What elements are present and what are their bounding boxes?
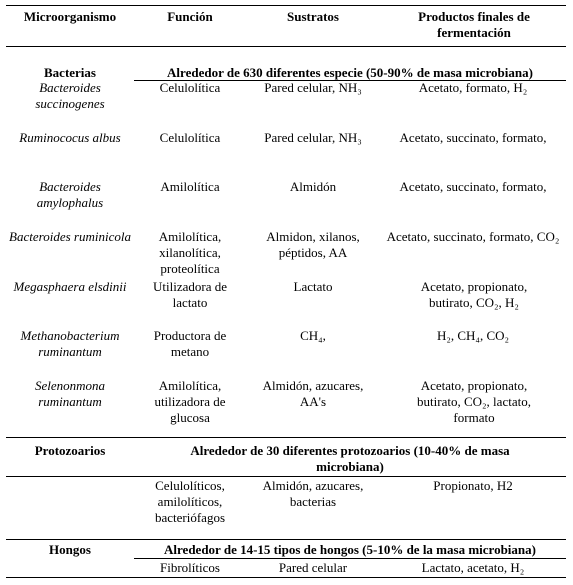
table-top-rule <box>6 5 566 6</box>
function-cell: Amilolítica <box>160 179 220 194</box>
header-bottom-rule <box>6 46 566 47</box>
function-cell: Celulolítica <box>159 130 221 145</box>
hongos-summary-rule <box>134 558 566 559</box>
substrates-cell: Pared celular <box>278 560 348 575</box>
group-summary-bacterias: Alrededor de 630 diferentes especie (50-90% de masa microbiana) <box>167 65 533 80</box>
substrates-cell: Almidón, azucares, AA's <box>262 378 364 409</box>
organism-cell: Megasphaera elsdinii <box>13 279 127 294</box>
table-bottom-rule <box>6 577 566 578</box>
organism-cell: Selenonmona ruminantum <box>34 378 106 409</box>
products-cell: Acetato, succinato, formato, <box>399 179 547 194</box>
group-summary-protozoarios: Alrededor de 30 diferentes protozoarios (10-40% de masa microbiana) <box>190 443 510 474</box>
function-cell: Amilolítica, utilizadora de glucosa <box>154 378 226 425</box>
products-cell: Acetato, succinato, formato, <box>399 130 547 145</box>
group-name-protozoarios: Protozoarios <box>34 443 106 458</box>
group-summary-hongos: Alrededor de 14-15 tipos de hongos (5-10% de la masa microbiana) <box>164 542 536 557</box>
products-cell: Acetato, succinato, formato, CO₂ <box>386 229 560 244</box>
header-microorganismo: Microorganismo <box>23 9 117 24</box>
header-sustratos: Sustratos <box>286 9 339 24</box>
substrates-cell: Pared celular, NH₃ <box>264 80 362 95</box>
group-name-bacterias: Bacterias <box>44 65 96 80</box>
header-funcion: Función <box>167 9 213 24</box>
substrates-cell: CH₄, <box>300 328 326 343</box>
substrates-cell: Almidon, xilanos, péptidos, AA <box>266 229 360 260</box>
header-productos: Productos finales de fermentación <box>418 9 530 40</box>
function-cell: Utilizadora de lactato <box>153 279 227 310</box>
function-cell: Celulolíticos, amilolíticos, bacteriófagos <box>154 478 226 525</box>
substrates-cell: Almidón, azucares, bacterias <box>262 478 364 509</box>
organism-cell: Bacteroides succinogenes <box>35 80 105 111</box>
products-cell: Propionato, H2 <box>433 478 513 493</box>
bacterias-end-rule <box>6 437 566 438</box>
substrates-cell: Pared celular, NH₃ <box>264 130 362 145</box>
function-cell: Fibrolíticos <box>160 560 220 575</box>
protozoarios-summary-rule <box>6 476 566 477</box>
products-cell: Lactato, acetato, H₂ <box>421 560 525 575</box>
products-cell: H₂, CH₄, CO₂ <box>436 328 510 343</box>
substrates-cell: Lactato <box>293 279 333 294</box>
function-cell: Productora de metano <box>153 328 227 359</box>
organism-cell: Bacteroides amylophalus <box>36 179 104 210</box>
group-name-hongos: Hongos <box>49 542 91 557</box>
function-cell: Celulolítica <box>159 80 221 95</box>
function-cell: Amilolítica, xilanolítica, proteolítica <box>158 229 222 276</box>
products-cell: Acetato, formato, H₂ <box>418 80 528 95</box>
organism-cell: Bacteroides ruminicola <box>9 229 131 244</box>
organism-cell: Methanobacterium ruminantum <box>20 328 120 359</box>
organism-cell: Ruminococus albus <box>19 130 121 145</box>
products-cell: Acetato, propionato, butirato, CO₂, H₂ <box>420 279 528 310</box>
substrates-cell: Almidón <box>289 179 337 194</box>
protozoarios-end-rule <box>6 539 566 540</box>
products-cell: Acetato, propionato, butirato, CO₂, lactato, formato <box>417 378 531 425</box>
